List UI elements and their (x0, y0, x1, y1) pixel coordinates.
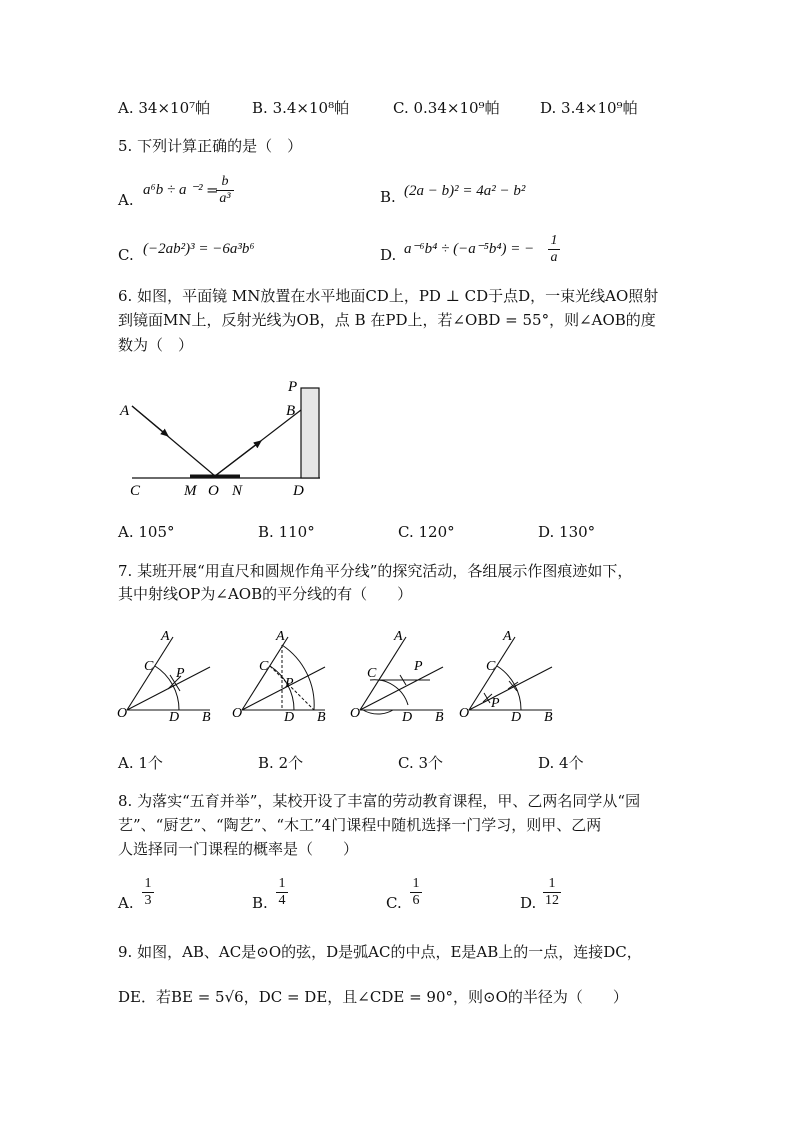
svg-text:A: A (161, 629, 170, 644)
svg-text:A: A (503, 629, 512, 644)
q5-option-a-lhs: a⁶b ÷ a ⁻² (143, 182, 203, 198)
svg-text:B: B (317, 710, 326, 725)
q7-option-c: C. 3个 (398, 754, 444, 772)
svg-text:P: P (176, 666, 185, 681)
q5-option-d-fraction: 1 a (548, 234, 560, 265)
svg-text:P: P (285, 676, 294, 691)
svg-text:A: A (276, 629, 285, 644)
q7-figure-4 (459, 629, 553, 725)
q8-option-a-label: A. (118, 894, 134, 912)
svg-text:D: D (511, 710, 522, 725)
q8-option-b-fraction: 1 4 (276, 877, 288, 908)
ray-ob-arrow (215, 441, 261, 476)
q5-option-b-text: (2a − b)² = 4a² − b² (404, 183, 526, 199)
q7-option-d: D. 4个 (538, 754, 584, 772)
wall-pd (301, 388, 319, 478)
q8-option-c-fraction: 1 6 (410, 877, 422, 908)
q8-stem-line2: 艺”、“厨艺”、“陶艺”、“木工”4门课程中随机选择一门学习，则甲、乙两 (118, 816, 602, 834)
q7-stem-line1: 7. 某班开展“用直尺和圆规作角平分线”的探究活动，各组展示作图痕迹如下， (118, 562, 633, 580)
q5-option-d-label: D. (380, 246, 397, 264)
svg-text:C: C (259, 659, 269, 674)
q5-option-a-equals: = (206, 181, 219, 199)
q7-figure-2 (232, 629, 326, 725)
q9-stem-line1: 9. 如图，AB、AC是⊙O的弦，D是弧AC的中点，E是AB上的一点，连接DC， (118, 943, 642, 961)
q5-option-c-label: C. (118, 246, 134, 264)
q8-option-a-fraction: 1 3 (142, 877, 154, 908)
svg-text:C: C (144, 659, 154, 674)
q4-option-d: D. 3.4×10⁹帕 (540, 99, 638, 117)
q6-option-d: D. 130° (538, 523, 596, 541)
label-o: O (208, 483, 219, 499)
q4-option-b: B. 3.4×10⁸帕 (252, 99, 350, 117)
q5-option-b-label: B. (380, 188, 396, 206)
q9-stem-line2: DE．若BE = 5√6，DC = DE，且∠CDE = 90°，则⊙O的半径为（ ） (118, 988, 628, 1006)
q6-mirror-figure (110, 370, 340, 500)
q6-option-b: B. 110° (258, 523, 315, 541)
q7-stem-line2: 其中射线OP为∠AOB的平分线的有（ ） (118, 585, 413, 603)
svg-text:O: O (459, 706, 470, 721)
q7-figures (115, 625, 565, 725)
label-m: M (184, 483, 197, 499)
label-b: B (286, 403, 296, 419)
q4-option-c: C. 0.34×10⁹帕 (393, 99, 500, 117)
svg-text:A: A (394, 629, 403, 644)
svg-text:P: P (414, 659, 423, 674)
q6-stem-line1: 6. 如图，平面镜 MN放置在水平地面CD上，PD ⊥ CD于点D，一束光线AO照射 (118, 287, 659, 305)
ray-ao-arrow (132, 406, 168, 436)
q8-stem-line3: 人选择同一门课程的概率是（ ） (118, 840, 359, 858)
q7-option-a: A. 1个 (118, 754, 163, 772)
svg-text:D: D (402, 710, 413, 725)
q6-option-c: C. 120° (398, 523, 455, 541)
q8-option-c-label: C. (386, 894, 402, 912)
label-n: N (232, 483, 243, 499)
label-a: A (120, 403, 130, 419)
q5-option-d-lhs: a⁻⁶b⁴ ÷ (−a⁻⁵b⁴) = − (404, 241, 535, 257)
q8-option-b-label: B. (252, 894, 268, 912)
q5-option-a-label: A. (118, 191, 134, 209)
q5-stem: 5. 下列计算正确的是（ ） (118, 137, 303, 155)
svg-text:O: O (117, 706, 128, 721)
q7-figure-1 (117, 629, 211, 725)
label-d: D (293, 483, 304, 499)
q8-option-d-label: D. (520, 894, 537, 912)
q6-option-a: A. 105° (118, 523, 175, 541)
svg-text:B: B (544, 710, 553, 725)
svg-text:D: D (169, 710, 180, 725)
q5-option-c-text: (−2ab²)³ = −6a³b⁶ (143, 241, 255, 257)
q6-stem-line3: 数为（ ） (118, 336, 194, 354)
svg-text:C: C (486, 659, 496, 674)
svg-text:O: O (350, 706, 361, 721)
label-p: P (288, 379, 298, 395)
q8-stem-line1: 8. 为落实“五育并举”，某校开设了丰富的劳动教育课程，甲、乙两名同学从“园 (118, 792, 641, 810)
svg-text:O: O (232, 706, 243, 721)
svg-text:B: B (202, 710, 211, 725)
svg-text:B: B (435, 710, 444, 725)
q5-option-a-fraction: b a³ (216, 175, 234, 206)
svg-text:D: D (284, 710, 295, 725)
q8-option-d-fraction: 1 12 (545, 876, 559, 908)
q7-option-b: B. 2个 (258, 754, 304, 772)
q6-stem-line2: 到镜面MN上，反射光线为OB，点 B 在PD上，若∠OBD = 55°，则∠AOB的度 (118, 311, 656, 329)
label-c: C (130, 483, 141, 499)
q4-option-a: A. 34×10⁷帕 (118, 99, 211, 117)
svg-text:C: C (367, 666, 377, 681)
q7-figure-3 (350, 629, 444, 725)
svg-text:P: P (491, 696, 500, 711)
